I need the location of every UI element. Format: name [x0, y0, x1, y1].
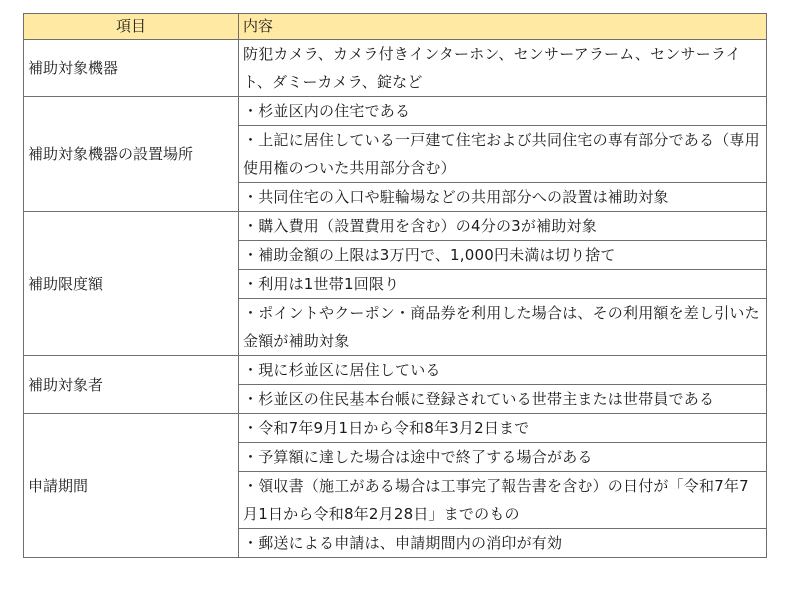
detail-cell: ・利用は1世帯1回限り — [239, 270, 767, 299]
detail-cell: ・上記に居住している一戸建て住宅および共同住宅の専有部分である（専用使用権のついた共用部分含む） — [239, 126, 767, 183]
table-body — [24, 40, 767, 558]
category-cell: 補助対象者 — [24, 356, 239, 414]
detail-cell: ・補助金額の上限は3万円で、1,000円未満は切り捨て — [239, 241, 767, 270]
category-cell: 補助対象機器 — [24, 40, 239, 97]
header-row — [24, 14, 767, 40]
detail-cell: ・領収書（施工がある場合は工事完了報告書を含む）の日付が「令和7年7月1日から令和8年2月28日」までのもの — [239, 472, 767, 529]
subsidy-table — [23, 13, 767, 558]
detail-cell: ・杉並区内の住宅である — [239, 97, 767, 126]
detail-cell: ・共同住宅の入口や駐輪場などの共用部分への設置は補助対象 — [239, 183, 767, 212]
detail-cell: ・杉並区の住民基本台帳に登録されている世帯主または世帯員である — [239, 385, 767, 414]
header-item-column: 項目 — [24, 14, 239, 40]
table-row — [24, 356, 767, 385]
table-row — [24, 212, 767, 241]
detail-cell: ・予算額に達した場合は途中で終了する場合がある — [239, 443, 767, 472]
table-row — [24, 97, 767, 126]
table-row — [24, 40, 767, 97]
table-header — [24, 14, 767, 40]
detail-cell: ・購入費用（設置費用を含む）の4分の3が補助対象 — [239, 212, 767, 241]
table-row — [24, 414, 767, 443]
detail-cell: ・郵送による申請は、申請期間内の消印が有効 — [239, 529, 767, 558]
category-cell: 申請期間 — [24, 414, 239, 558]
detail-cell: ・令和7年9月1日から令和8年3月2日まで — [239, 414, 767, 443]
detail-cell: 防犯カメラ、カメラ付きインターホン、センサーアラーム、センサーライト、ダミーカメラ、錠など — [239, 40, 767, 97]
detail-cell: ・ポイントやクーポン・商品券を利用した場合は、その利用額を差し引いた金額が補助対象 — [239, 299, 767, 356]
detail-cell: ・現に杉並区に居住している — [239, 356, 767, 385]
header-content-column: 内容 — [239, 14, 767, 40]
category-cell: 補助対象機器の設置場所 — [24, 97, 239, 212]
category-cell: 補助限度額 — [24, 212, 239, 356]
